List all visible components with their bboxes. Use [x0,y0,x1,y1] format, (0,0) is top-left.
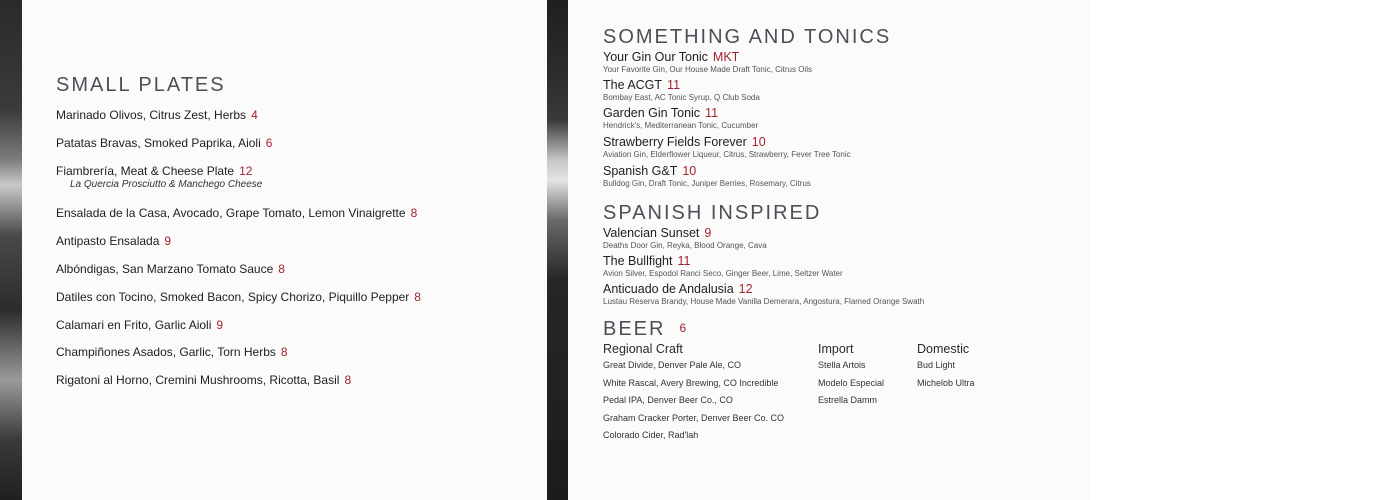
item-name: Albóndigas, San Marzano Tomato Sauce [56,262,274,276]
drink-item [603,135,851,160]
beer-item: Graham Cracker Porter, Denver Beer Co. CO [603,412,785,423]
menu-item [56,234,171,249]
beer-regional-heading: Regional Craft [603,342,683,356]
beer-item: Estrella Damm [818,395,878,405]
drink-price: 11 [667,78,681,92]
drink-name: Your Gin Our Tonic [603,50,708,64]
menu-item [56,164,262,191]
beer-import-heading: Import [818,342,854,356]
item-name: Ensalada de la Casa, Avocado, Grape Tomato, Lemon Vinaigrette [56,206,406,220]
menu-item [56,136,272,151]
drink-name: Valencian Sunset [603,226,700,240]
beer-item: Great Divide, Denver Pale Ale, CO [603,360,742,370]
item-price: 9 [216,318,224,332]
beer-title [603,318,686,341]
item-price: 9 [164,234,172,248]
drink-price: 9 [704,226,712,240]
menu-item [56,373,351,388]
beer-item: Modelo Especial [818,377,885,388]
photo-edge-left [0,0,22,500]
menu-item [56,290,421,305]
item-price: 4 [251,108,258,122]
drink-item [603,282,924,307]
drink-price: MKT [712,50,740,64]
item-price: 12 [239,164,253,178]
drink-price: 10 [751,135,766,149]
item-name: Antipasto Ensalada [56,234,160,248]
tonics-title: SOMETHING AND TONICS [603,26,892,48]
item-price: 6 [265,136,273,150]
item-name: Datiles con Tocino, Smoked Bacon, Spicy Chorizo, Piquillo Pepper [56,290,410,304]
drink-description: Avion Silver, Espodol Ranci Seco, Ginger Beer, Lime, Seltzer Water [603,269,843,278]
beer-regional-column [603,342,784,445]
item-price: 8 [278,262,285,276]
drink-description: Lustau Reserva Brandy, House Made Vanilla Demerara, Angostura, Flamed Orange Swath [603,297,925,306]
drink-item [603,164,811,189]
beer-domestic-column [917,342,975,392]
drink-description: Your Favorite Gin, Our House Made Draft Tonic, Citrus Oils [603,65,812,74]
beer-price: 6 [679,321,687,335]
item-name: Champiñones Asados, Garlic, Torn Herbs [56,345,276,359]
drink-name: Spanish G&T [603,164,678,178]
drink-description: Bombay East, AC Tonic Syrup, Q Club Soda [603,93,760,102]
drink-price: 11 [705,106,719,120]
beer-title-text: BEER [603,318,666,340]
beer-domestic-heading: Domestic [917,342,970,356]
beer-item: Pedal IPA, Denver Beer Co., CO [603,395,733,405]
drink-price: 12 [738,282,753,296]
drink-name: The ACGT [603,78,663,92]
drink-description: Aviation Gin, Elderflower Liqueur, Citrus, Strawberry, Fever Tree Tonic [603,150,851,159]
menu-item [56,206,417,221]
item-price: 8 [414,290,421,304]
drink-item [603,254,843,279]
item-name: Patatas Bravas, Smoked Paprika, Aioli [56,136,261,150]
drink-description: Hendrick's, Mediterranean Tonic, Cucumber [603,121,759,130]
menu-item [56,108,258,123]
photo-edge-middle [547,0,568,500]
drink-name: Anticuado de Andalusia [603,282,734,296]
beer-item: Stella Artois [818,360,866,370]
menu-item [56,262,285,277]
beer-item: White Rascal, Avery Brewing, CO Incredible [603,377,779,388]
item-name: Fiambrería, Meat & Cheese Plate [56,164,235,178]
drink-item [603,78,760,103]
item-price: 8 [410,206,418,220]
beer-import-column [818,342,884,410]
drink-item [603,226,767,251]
small-plates-title: SMALL PLATES [56,74,226,96]
item-name: Marinado Olivos, Citrus Zest, Herbs [56,108,247,122]
drink-item [603,50,812,75]
drink-name: Strawberry Fields Forever [603,135,747,149]
item-price: 8 [344,373,352,387]
item-name: Rigatoni al Horno, Cremini Mushrooms, Ricotta, Basil [56,373,340,387]
menu-item [56,318,223,333]
drink-description: Deaths Door Gin, Reyka, Blood Orange, Cava [603,241,767,250]
spanish-inspired-title: SPANISH INSPIRED [603,202,822,224]
beer-item: Bud Light [917,360,956,370]
drink-item [603,106,758,131]
page-margin [1090,0,1400,500]
beer-item: Michelob Ultra [917,377,975,388]
drink-name: The Bullfight [603,254,673,268]
item-price: 8 [280,345,288,359]
item-name: Calamari en Frito, Garlic Aioli [56,318,212,332]
drink-price: 10 [682,164,697,178]
item-note: La Quercia Prosciutto & Manchego Cheese [70,179,263,190]
drink-description: Bulldog Gin, Draft Tonic, Juniper Berries, Rosemary, Citrus [603,179,811,188]
menu-item [56,345,288,360]
drink-name: Garden Gin Tonic [603,106,701,120]
beer-item: Colorado Cider, Rad'lah [603,430,699,440]
drink-price: 11 [677,254,691,268]
